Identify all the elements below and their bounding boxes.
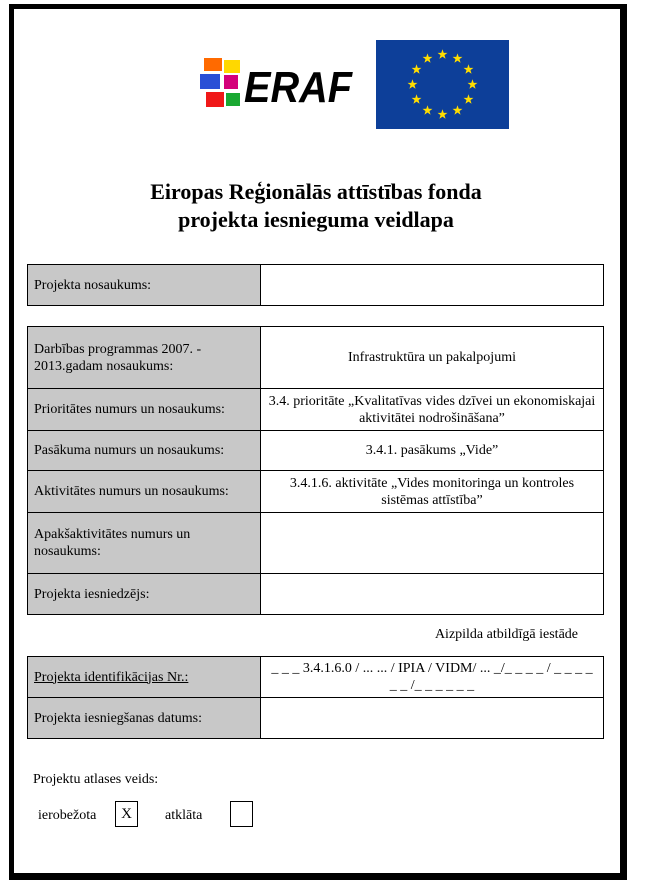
- eraf-logo-text: ERAF: [244, 63, 354, 112]
- logo-square-yellow: [224, 60, 240, 73]
- submission-date-field[interactable]: [261, 698, 604, 739]
- priority-label: Prioritātes numurs un nosaukums:: [28, 389, 261, 431]
- applicant-field[interactable]: [261, 574, 604, 615]
- project-id-label: Projekta identifikācijas Nr.:: [28, 657, 261, 698]
- logo-square-blue: [200, 74, 220, 89]
- logo-square-green: [226, 93, 240, 106]
- project-name-label: Projekta nosaukums:: [28, 265, 261, 306]
- program-info-table: [27, 326, 604, 615]
- logo-square-red: [206, 92, 224, 107]
- logo-square-orange: [204, 58, 222, 71]
- priority-value: 3.4. prioritāte „Kvalitatīvas vides dzīvei un ekonomiskajai aktivitātei nodrošināšana”: [261, 389, 604, 431]
- document-title-line1: Eiropas Reģionālās attīstības fonda: [150, 179, 482, 204]
- option-restricted-checkbox[interactable]: X: [115, 801, 138, 827]
- eu-flag-icon: [376, 40, 509, 129]
- project-name-table: [27, 264, 604, 306]
- program-name-value: Infrastruktūra un pakalpojumi: [261, 327, 604, 389]
- option-open-label: atklāta: [165, 808, 203, 823]
- applicant-label: Projekta iesniedzējs:: [28, 574, 261, 615]
- option-restricted-label: ierobežota: [38, 808, 97, 823]
- subactivity-field[interactable]: [261, 513, 604, 574]
- measure-label: Pasākuma numurs un nosaukums:: [28, 431, 261, 471]
- subactivity-label: Apakšaktivitātes numurs un nosaukums:: [28, 513, 261, 574]
- measure-value: 3.4.1. pasākums „Vide”: [261, 431, 604, 471]
- document-title-line2: projekta iesnieguma veidlapa: [178, 207, 454, 232]
- logo-square-magenta: [224, 75, 238, 89]
- eraf-logo: [200, 56, 355, 112]
- activity-label: Aktivitātes numurs un nosaukums:: [28, 471, 261, 513]
- selection-type-title: Projektu atlases veids:: [33, 772, 159, 787]
- option-open-checkbox[interactable]: [230, 801, 253, 827]
- project-name-field[interactable]: [261, 265, 604, 306]
- project-id-value[interactable]: _ _ _ 3.4.1.6.0 / ... ... / IPIA / VIDM/ ... _/_ _ _ _ / _ _ _ _ _ _ /_ _ _ _ _ _: [261, 657, 604, 698]
- program-name-label: Darbības programmas 2007. - 2013.gadam nosaukums:: [28, 327, 261, 389]
- activity-value: 3.4.1.6. aktivitāte „Vides monitoringa un kontroles sistēmas attīstība”: [261, 471, 604, 513]
- identification-table: [27, 656, 604, 739]
- submission-date-label: Projekta iesniegšanas datums:: [28, 698, 261, 739]
- authority-note: Aizpilda atbildīgā iestāde: [434, 627, 578, 642]
